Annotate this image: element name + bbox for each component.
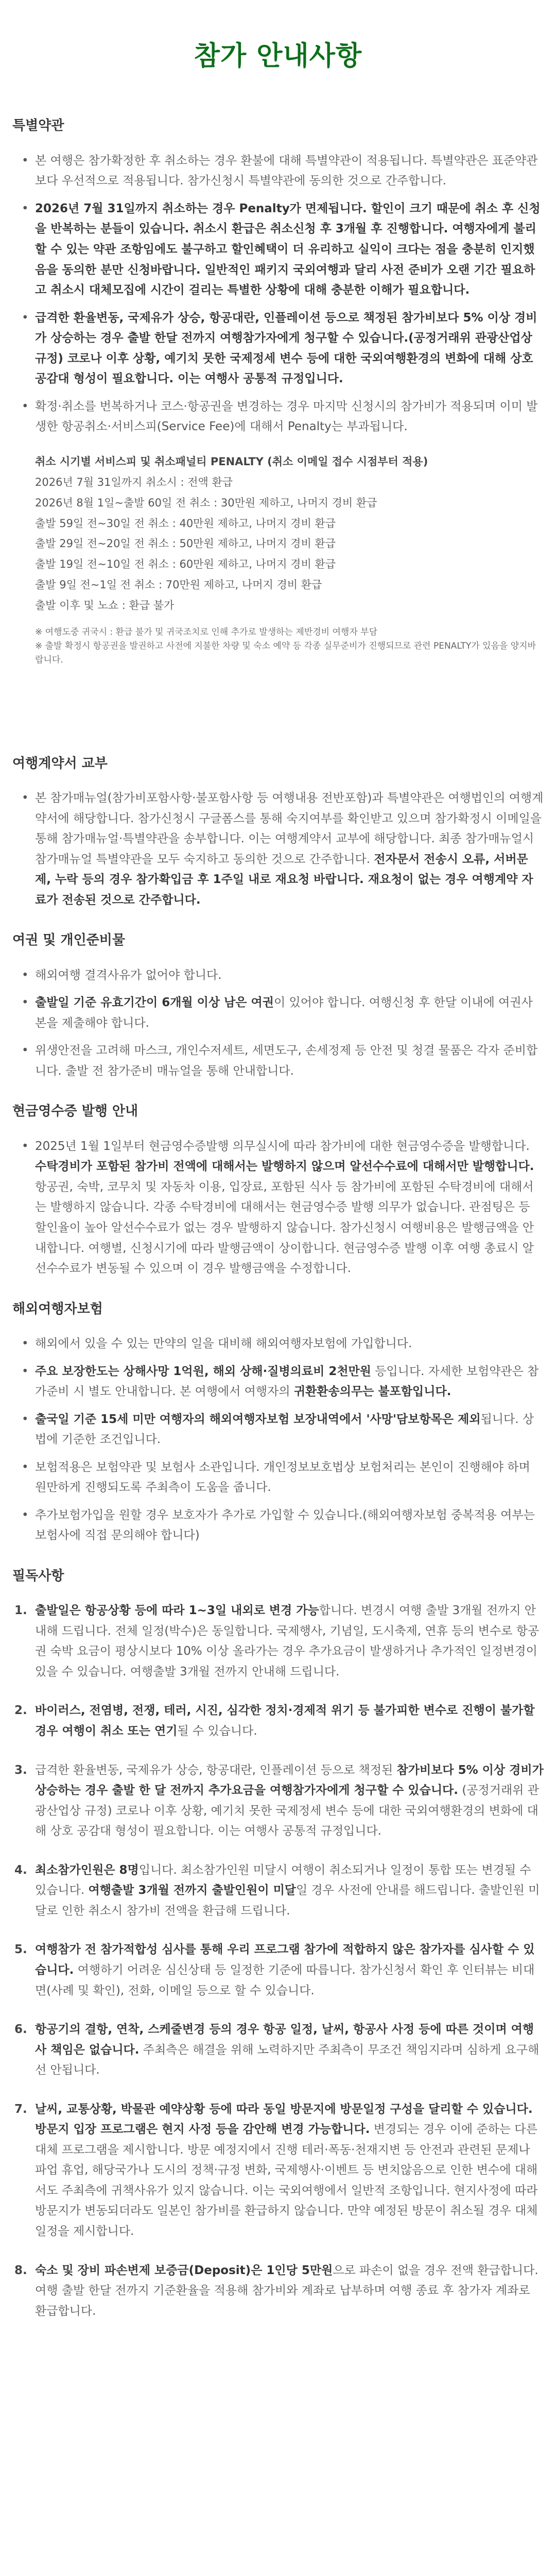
list-item <box>35 1041 544 1081</box>
body-text: 본 여행은 참가확정한 후 취소하는 경우 환불에 대해 특별약관이 적용됩니다. 특별약관은 표준약관보다 우선적으로 적용됩니다. 참가신청시 특별약관에 동의한 것으로 간주합니다. <box>35 154 538 188</box>
emphasis-text: 주요 보장한도는 상해사망 1억원, 해외 상해·질병의료비 2천만원 <box>35 1364 371 1378</box>
item-text <box>35 2023 539 2077</box>
cancel-penalty-row: 출발 59일 전~30일 전 취소 : 40만원 제하고, 나머지 경비 환급 <box>35 517 336 530</box>
special-terms-section <box>12 116 544 667</box>
passport-section <box>12 931 544 1081</box>
item-text <box>35 1764 544 1838</box>
item-number: 7. <box>14 2102 27 2116</box>
list-item <box>35 151 544 192</box>
list-item <box>35 1362 544 1402</box>
emphasis-text: 여행참가 전 참가적합성 심사를 통해 우리 프로그램 참가에 적합하지 않은 참가자를 심사할 수 있습니다. <box>35 1943 535 1977</box>
emphasis-text: 최소참가인원은 8명 <box>35 1863 139 1877</box>
section-title-special-terms: 특별약관 <box>12 118 64 134</box>
receipt-list <box>12 1137 544 1279</box>
section-title-receipt: 현금영수증 발행 안내 <box>12 1104 138 1120</box>
emphasis-text: 날씨, 교통상황, 박물관 예약상황 등에 따라 동일 방문지에 방문일정 구성을 달리할 수 있습니다. 방문지 입장 프로그램은 현지 사정 등을 감안해 변경 가능합니다. <box>35 2102 533 2137</box>
cancel-penalty-row: 출발 29일 전~20일 전 취소 : 50만원 제하고, 나머지 경비 환급 <box>35 537 336 550</box>
emphasis-text: 급격한 환율변동, 국제유가 상승, 항공대란, 인플레이션 등으로 책정된 참가비보다 5% 이상 경비가 상승하는 경우 출발 한달 전까지 여행참가자에게 청구할 수 있습니다.(공정거래위 관광산업상 규정) 코로나 이후 상황, 예기치 못한 국제정세 변수 등에 대한 국외여행환경의 변화에 대해 상호 공감대 형성이 필요합니다. 이는 여행사 공통적 규정입니다. <box>35 311 537 386</box>
note-text: ※ 여행도중 귀국시 : 환급 불가 및 귀국조치로 인해 추가로 발생하는 제반경비 여행자 부담 <box>35 627 377 638</box>
receipt-section <box>12 1102 544 1279</box>
item-number: 6. <box>14 2023 27 2037</box>
item-text <box>35 1943 535 1997</box>
item-number: 8. <box>14 2263 27 2277</box>
numbered-item <box>14 1601 544 1682</box>
insurance-list <box>12 1334 544 1546</box>
emphasis-text: 숙소 및 장비 파손변제 보증금(Deposit)은 1인당 5만원 <box>35 2263 333 2277</box>
item-number: 4. <box>14 1863 27 1877</box>
item-number: 2. <box>14 1704 27 1718</box>
cancel-penalty-row: 출발 19일 전~10일 전 취소 : 60만원 제하고, 나머지 경비 환급 <box>35 558 336 571</box>
emphasis-text: 출발일 기준 유효기간이 6개월 이상 남은 여권 <box>35 996 274 1010</box>
emphasis-text: 2026년 7월 31일까지 취소하는 경우 Penalty가 면제됩니다. 할인이 크기 때문에 취소 후 신청을 반복하는 분들이 있습니다. 취소시 환급은 취소신청 후 3개월 후 진행합니다. 여행자에게 불리할 수 있는 약관 조항임에도 불구하고 할인혜택이 더 유리하고 실익이 크다는 점을 충분히 인지했음을 동의한 분만 신청바랍니다. 일반적인 패키지 국외여행과 달리 사전 준비가 오랜 기간 필요하고 취소시 대체모집에 시간이 걸리는 특별한 상황에 대해 충분한 이해가 필요합니다. <box>35 201 541 297</box>
list-item <box>35 788 544 910</box>
emphasis-text: 전자문서 전송시 오류, 서버문제, 누락 등의 경우 참가확입금 후 1주일 내로 재요청 바랍니다. 재요청이 없는 경우 여행계약 자료가 전송된 것으로 간주합니다. <box>35 852 533 907</box>
cancel-penalty-row: 2026년 7월 31일까지 취소시 : 전액 환급 <box>35 476 233 488</box>
cancel-penalty-title: 취소 시기별 서비스피 및 취소패널티 PENALTY (취소 이메일 접수 시점부터 적용) <box>35 455 428 468</box>
body-text: 급격한 환율변동, 국제유가 상승, 항공대란, 인플레이션 등으로 책정된 <box>35 1763 397 1777</box>
body-text: 해외여행 결격사유가 없어야 합니다. <box>35 968 222 982</box>
body-text: 될 수 있습니다. <box>177 1724 257 1738</box>
emphasis-text: 항공기의 결항, 연착, 스케줄변경 등의 경우 항공 일정, 날씨, 항공사 사정 등에 따른 것이며 여행사 책임은 없습니다. <box>35 2023 534 2057</box>
passport-list <box>12 965 544 1082</box>
cancel-penalty-row: 출발 9일 전~1일 전 취소 : 70만원 제하고, 나머지 경비 환급 <box>35 579 322 591</box>
list-item <box>35 1458 544 1498</box>
body-text: 일 경우 사전에 안내를 해드립니다. 출발인원 미달로 인한 취소시 참가비 전액을 환급해 드립니다. <box>35 1884 540 1918</box>
list-item <box>35 1410 544 1450</box>
page-title: 참가 안내사항 <box>194 41 362 72</box>
numbered-item <box>14 1760 544 1842</box>
required-list <box>12 1601 544 2321</box>
list-item <box>35 965 544 986</box>
numbered-item <box>14 1940 544 2001</box>
numbered-item <box>14 1860 544 1922</box>
item-text <box>35 1604 539 1679</box>
body-text: 이 있어야 합니다. 여행신청 후 한달 이내에 여권사본을 제출해야 합니다. <box>35 996 533 1030</box>
body-text: 변경되는 경우 이에 준하는 다른 대체 프로그램을 제시합니다. 방문 예정지에서 진행 테러·폭동·천재지변 등 안전과 관련된 문제나 파업 휴업, 해당국가나 도시의 정책·규정 변화, 국제행사·이벤트 등 변치않음으로 인한 변수에 대해서도 주최측에 귀책사유가 있지 않습니다. 이는 국외여행에서 일반적 조항입니다. 현지사정에 따라 방문지가 변동되더라도 일본인 참가비를 환급하지 않습니다. 만약 예정된 방문이 취소될 경우 대체일정을 제시합니다. <box>35 2123 538 2238</box>
travel-contract-list <box>12 788 544 910</box>
special-terms-list <box>12 151 544 437</box>
body-text: 해외에서 있을 수 있는 만약의 일을 대비해 해외여행자보험에 가입합니다. <box>35 1336 412 1350</box>
body-text: 보험적용은 보험약관 및 보험사 소관입니다. 개인정보보호법상 보험처리는 본인이 진행해야 하며 원만하게 진행되도록 주최측이 도움을 줍니다. <box>35 1460 530 1495</box>
list-item <box>35 397 544 437</box>
item-text <box>35 2103 537 2238</box>
list-item <box>35 1505 544 1546</box>
body-text: 등입니다. 자세한 보험약관은 참가준비 시 별도 안내합니다. 본 여행에서 여행자의 <box>35 1364 539 1399</box>
cancel-penalty-table <box>35 452 544 616</box>
item-text <box>35 2264 538 2318</box>
emphasis-text: 출국일 기준 15세 미만 여행자의 해외여행자보험 보장내역에서 '사망'담보항목은 제외 <box>35 1412 481 1426</box>
body-text: 추가보험가입을 원할 경우 보호자가 추가로 가입할 수 있습니다.(해외여행자보험 중복적용 여부는 보험사에 직접 문의해야 합니다) <box>35 1508 535 1543</box>
list-item <box>35 1334 544 1354</box>
body-text: 2025년 1월 1일부터 현금영수증발행 의무실시에 따라 참가비에 대한 현금영수증을 발행합니다. <box>35 1139 530 1153</box>
item-text <box>35 1863 540 1918</box>
section-title-required: 필독사항 <box>12 1568 64 1584</box>
body-text: 됩니다. 상법에 기준한 조건입니다. <box>35 1412 534 1447</box>
emphasis-text: 바이러스, 전염병, 전쟁, 테러, 시진, 심각한 정치·경제적 위기 등 불가피한 변수로 진행이 불가할 경우 여행이 취소 또는 연기 <box>35 1704 535 1738</box>
insurance-section <box>12 1300 544 1546</box>
emphasis-text: 수탁경비가 포함된 참가비 전액에 대해서는 발행하지 않으며 알선수수료에 대해서만 발행합니다. <box>35 1160 534 1174</box>
body-text: 합니다. 변경시 여행 출발 3개월 전까지 안내해 드립니다. 전체 일정(박수)은 동일합니다. 국제행사, 기념일, 도시축제, 연휴 등의 변수로 항공권 숙박 요금이 평상시보다 10% 이상 올라가는 경우 추가요금이 발생하거나 추가적인 일정변경이 있을 수 있습니다. 여행출발 3개월 전까지 안내해 드립니다. <box>35 1604 540 1679</box>
body-text: 확정·취소를 번복하거나 코스·항공권을 변경하는 경우 마지막 신청시의 참가비가 적용되며 이미 발생한 항공취소·서비스피(Service Fee)에 대해서 Penalty는 부과됩니다. <box>35 399 538 434</box>
item-number: 1. <box>14 1604 27 1618</box>
numbered-item <box>14 2099 544 2242</box>
body-text: 주최측은 해결을 위해 노력하지만 주최측이 무조건 책임지라며 심하게 요구해선 안됩니다. <box>35 2043 540 2077</box>
numbered-item <box>14 2020 544 2081</box>
item-number: 3. <box>14 1763 27 1777</box>
numbered-item <box>14 2261 544 2322</box>
required-section <box>12 1567 544 2321</box>
cancel-penalty-row: 2026년 8월 1일~출발 60일 전 취소 : 30만원 제하고, 나머지 경비 환급 <box>35 496 377 509</box>
item-text <box>35 1704 535 1738</box>
list-item <box>35 199 544 301</box>
section-title-travel-contract: 여행계약서 교부 <box>12 755 108 771</box>
item-number: 5. <box>14 1943 27 1957</box>
list-item <box>35 993 544 1033</box>
body-text: 항공권, 숙박, 코무치 및 자동차 이용, 입장료, 포함된 식사 등 참가비에 포함된 수탁경비에 대해서는 발행하지 않습니다. 각종 수탁경비에 대해서는 현금영수증 발행 의무가 없습니다. 관점팅은 등 할인율이 높아 알선수수료가 없는 경우 발행하지 않습니다. 참가신청시 여행비용은 발행금액을 안내합니다. 여행별, 신청시기에 따라 발행금액이 상이합니다. 현금영수증 발행 이후 여행 총료시 알선수수료가 변동될 수 있으며 이 경우 발행금액을 수정합니다. <box>35 1180 534 1276</box>
body-text: 으로 파손이 없을 경우 전액 환급합니다. 여행 출발 한달 전까지 기준환율을 적용해 참가비와 계좌로 납부하며 여행 종료 후 참가자 계좌로 환급합니다. <box>35 2263 538 2318</box>
body-text: (공정거래위 관광산업상 규정) 코로나 이후 상황, 예기치 못한 국제정세 변수 등에 대한 국외여행환경의 변화에 대해 상호 공감대 형성이 필요합니다. 이는 여행사 공통적 규정입니다. <box>35 1784 539 1838</box>
travel-contract-section <box>12 754 544 911</box>
penalty-notes <box>35 625 544 668</box>
body-text: 입니다. 최소참가인원 미달시 여행이 취소되거나 일정이 통합 또는 변경될 수 있습니다. <box>35 1863 531 1897</box>
section-title-insurance: 해외여행자보험 <box>12 1301 103 1317</box>
body-text: 위생안전을 고려해 마스크, 개인수저세트, 세면도구, 손세정제 등 안전 및 청결 물품은 각자 준비합니다. 출발 전 참가준비 매뉴얼을 통해 안내합니다. <box>35 1044 538 1078</box>
note-text: ※ 출발 확정시 항공권을 발권하고 사전에 지불한 차량 및 숙소 예약 등 각종 실무준비가 진행되므로 관련 PENALTY가 있음을 양지바랍니다. <box>35 641 536 666</box>
emphasis-text: 여행출발 3개월 전까지 출발인원이 미달 <box>88 1884 297 1897</box>
list-item <box>35 1137 544 1279</box>
cancel-penalty-row: 출발 이후 및 노쇼 : 환급 불가 <box>35 599 175 612</box>
emphasis-text: 귀환환송의무는 불포함입니다. <box>293 1385 451 1399</box>
body-text: 본 참가매뉴얼(참가비포함사항·불포함사항 등 여행내용 전반포함)과 특별약관은 여행법인의 여행계약서에 해당합니다. 참가신청시 구글폼스를 통해 숙지여부를 확인받고 있으며 참가확정시 이메일을 통해 참가매뉴얼·특별약관을 송부합니다. 이는 여행계약서 교부에 해당합니다. 최종 참가매뉴얼시 참가매뉴얼 특별약관을 모두 숙지하고 동의한 것으로 간주합니다. <box>35 791 544 866</box>
section-title-passport: 여권 및 개인준비물 <box>12 933 126 948</box>
emphasis-text: 출발일은 항공상황 등에 따라 1~3일 내외로 변경 가능 <box>35 1604 319 1618</box>
body-text: 여행하기 어려운 심신상태 등 일정한 기준에 따릅니다. 참가신청서 확인 후 인터뷰는 비대면(사례 및 확인), 전화, 이메일 등으로 할 수 있습니다. <box>35 1963 535 1997</box>
list-item <box>35 308 544 389</box>
emphasis-text: 참가비보다 5% 이상 경비가 상승하는 경우 출발 한 달 전까지 추가요금을 여행참가자에게 청구할 수 있습니다. <box>35 1763 544 1798</box>
numbered-item <box>14 1701 544 1741</box>
